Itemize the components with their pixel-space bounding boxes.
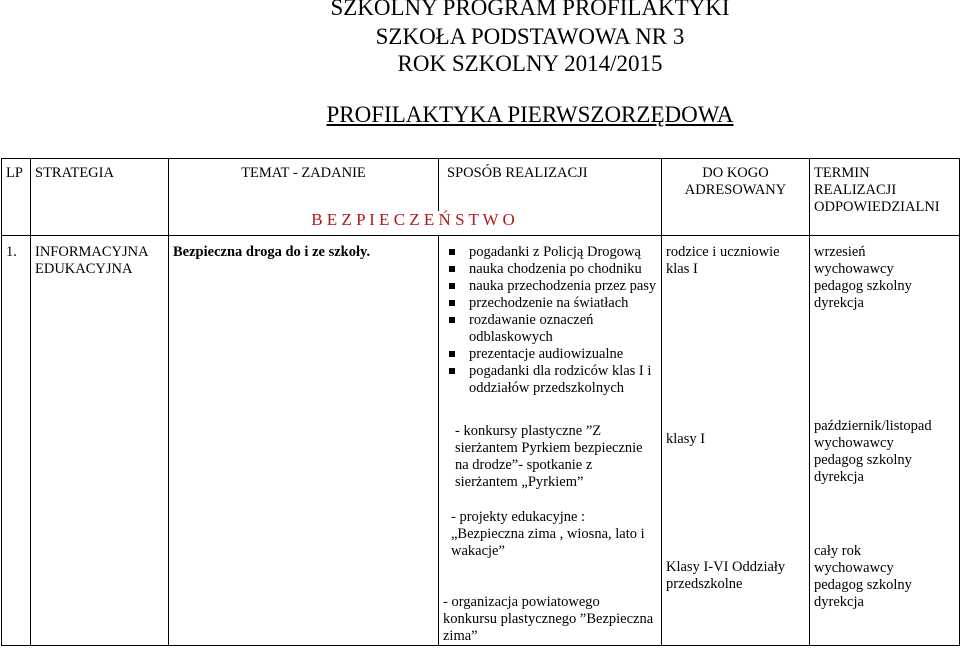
row-sposob xyxy=(439,236,662,646)
adresowany-3: Klasy I-VI Oddziały przedszkolne xyxy=(666,559,786,592)
list-item: rozdawanie oznaczeń odblaskowych xyxy=(443,312,657,346)
program-table xyxy=(1,158,960,646)
data-row xyxy=(2,236,960,646)
list-item: nauka chodzenia po chodniku xyxy=(443,261,657,278)
section-title: B E Z P I E C Z E Ń S T W O xyxy=(169,211,662,236)
row-termin: wrzesień wychowawcy pedagog szkolny dyrekcja październik/listopad wychowawcy pedagog szkolny dyrekcja cały rok wychowawcy pedagog szkolny dyrekcja xyxy=(810,236,960,646)
adresowany-1: rodzice i uczniowie klas I xyxy=(666,244,780,277)
school-year: ROK SZKOLNY 2014/2015 xyxy=(397,51,663,76)
column-header-sposob: SPOSÓB REALIZACJI xyxy=(439,159,662,212)
list-item: przechodzenie na światłach xyxy=(443,295,657,312)
activity-list xyxy=(443,244,657,397)
list-item: prezentacje audiowizualne xyxy=(443,346,657,363)
contest-text: - konkursy plastyczne ”Z sierżantem Pyrkiem bezpiecznie na drodze”- spotkanie z sierżantem „Pyrkiem” xyxy=(455,423,643,490)
list-item: pogadanki z Policją Drogową xyxy=(443,244,657,261)
column-header-lp: LP xyxy=(2,159,31,212)
row-number: 1. xyxy=(2,236,31,646)
column-header-adresowany: DO KOGO ADRESOWANY xyxy=(662,159,810,236)
school-name: SZKOŁA PODSTAWOWA NR 3 xyxy=(375,24,685,49)
projects-text: - projekty edukacyjne : „Bezpieczna zima , wiosna, lato i wakacje” xyxy=(451,509,645,559)
column-header-termin: TERMIN REALIZACJI ODPOWIEDZIALNI xyxy=(810,159,960,236)
competition-text: - organizacja powiatowego konkursu plastycznego ”Bezpieczna zima” xyxy=(443,594,654,644)
column-header-strategia: STRATEGIA xyxy=(31,159,169,212)
program-title: SZKOLNY PROGRAM PROFILAKTYKI xyxy=(330,0,730,20)
header-row xyxy=(2,159,960,212)
list-item: nauka przechodzenia przez pasy xyxy=(443,278,657,295)
adresowany-2: klasy I xyxy=(666,431,706,447)
prevention-title: PROFILAKTYKA PIERWSZORZĘDOWA xyxy=(326,102,734,127)
row-adresowany xyxy=(662,236,810,646)
row-temat: Bezpieczna droga do i ze szkoły. xyxy=(169,236,439,646)
list-item: pogadanki dla rodziców klas I i oddziałów przedszkolnych xyxy=(443,363,657,397)
column-header-temat: TEMAT - ZADANIE xyxy=(169,159,439,212)
row-strategia: INFORMACYJNA EDUKACYJNA xyxy=(31,236,169,646)
